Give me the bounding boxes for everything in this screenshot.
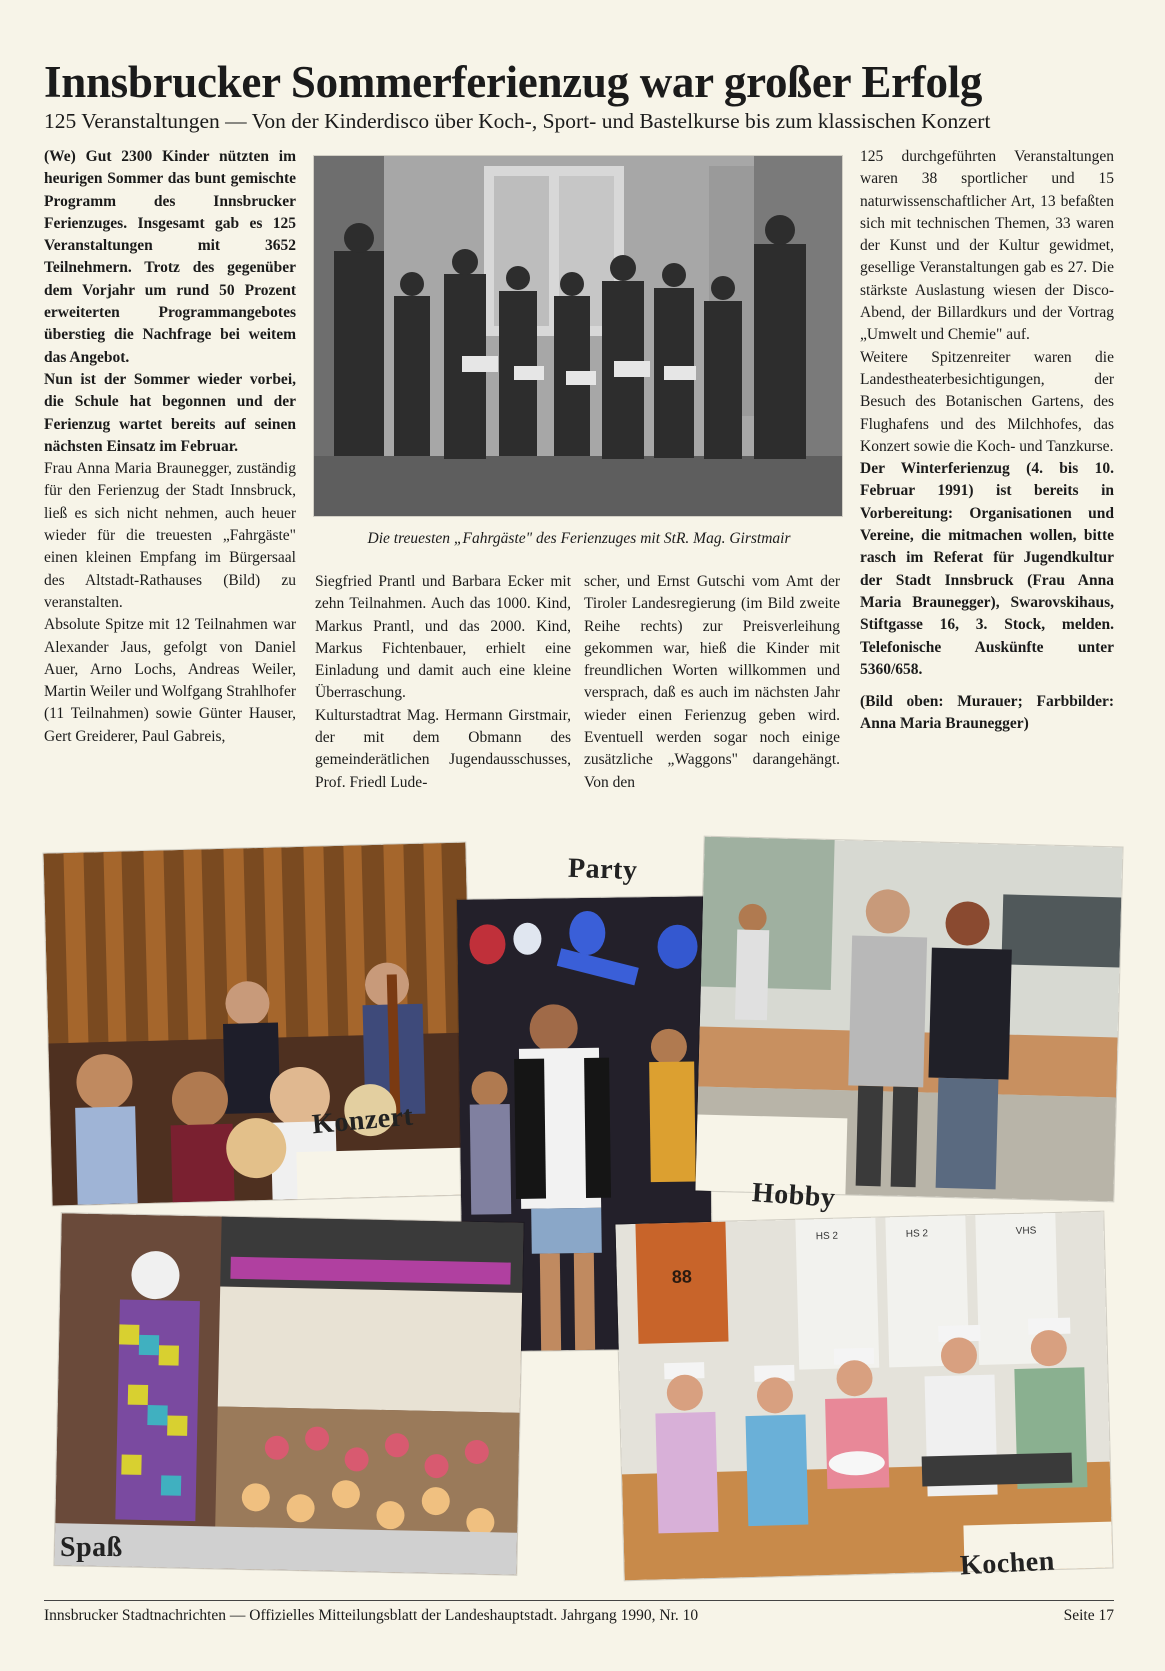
lead-paragraph-2: Nun ist der Sommer wieder vorbei, die Schule hat begonnen und der Ferienzug wartet bereits auf seinen nächsten Einsatz im Februar.: [44, 370, 296, 455]
photo-konzert: [43, 843, 474, 1206]
label-spass: Spaß: [60, 1532, 123, 1563]
paragraph-2: Absolute Spitze mit 12 Teilnahmen war Alexander Jaus, gefolgt von Daniel Auer, Arno Lochs, Andreas Weiler, Martin Weiler und Wolfgang Strahlhofer (11 Teilnahmen) sowie Günter Hauser, Gert Greiderer, Paul Gabreis,: [44, 616, 296, 745]
paragraph-3: Siegfried Prantl und Barbara Ecker mit zehn Teilnahmen. Auch das 1000. Kind, Markus Prantl, und das 2000. Kind, Markus Fichtenbauer, erhielt eine Einladung und damit auch eine kleine Überraschung.: [315, 573, 571, 702]
publication-info: Innsbrucker Stadtnachrichten — Offizielles Mitteilungsblatt der Landeshauptstadt. Jahrgang 1990, Nr. 10: [44, 1607, 699, 1624]
headline: Innsbrucker Sommerferienzug war großer Erfolg: [44, 57, 983, 107]
label-party: Party: [567, 852, 638, 887]
photo-spass: [54, 1213, 523, 1575]
sign-1: HS 2: [815, 1230, 839, 1243]
paragraph-6: 125 durchgeführten Veranstaltungen waren 38 sportlicher und 15 naturwissenschaftlicher Art, 13 befaßten sich mit technischen Themen, 33 waren der Kunst und der Kultur gewidmet, gesellige Veranstaltungen gab es 27. Die stärkste Auslastung wiesen der Disco-Abend, der Billardkurs und der Vortrag „Umwelt und Chemie" auf.: [860, 148, 1114, 344]
label-hobby: Hobby: [751, 1177, 837, 1214]
photo-credits: (Bild oben: Murauer; Farbbilder: Anna Maria Braunegger): [860, 693, 1114, 733]
group-photo: [314, 156, 842, 516]
page-footer: [44, 1600, 1114, 1625]
room-number: 88: [671, 1266, 693, 1287]
label-konzert: Konzert: [310, 1100, 415, 1141]
paragraph-7: Weitere Spitzenreiter waren die Landestheaterbesichtigungen, der Besuch des Botanischen Gartens, des Flughafens und des Milchhofes, das Konzert sowie die Koch- und Tanzkurse.: [860, 348, 1114, 455]
winter-announcement: Der Winterferienzug (4. bis 10. Februar 1991) ist bereits in Vorbereitung: Organisationen und Vereine, die mitmachen wollen, bitte rasch im Referat für Jugendkultur der Stadt Innsbruck (Frau Anna Maria Braunegger), Swarovskihaus, Stiftgasse 16, 3. Stock, melden. Telefonische Auskünfte unter 5360/658.: [860, 460, 1114, 678]
photo-kochen: [615, 1212, 1112, 1581]
photo-hobby: [695, 837, 1122, 1202]
page-number: Seite 17: [1063, 1607, 1114, 1624]
subheadline: 125 Veranstaltungen — Von der Kinderdisco über Koch-, Sport- und Bastelkurse bis zum klassischen Konzert: [44, 109, 991, 133]
paragraph-5: scher, und Ernst Gutschi vom Amt der Tiroler Landesregierung (im Bild zweite Reihe rechts) zur Preisverleihung gekommen war, hieß die Kinder mit freundlichen Worten willkommen und versprach, daß es auch im nächsten Jahr wieder einen Ferienzug geben wird. Eventuell werden sogar noch einige zusätzliche „Waggons" darangehängt. Von den: [584, 573, 840, 791]
lead-paragraph: (We) Gut 2300 Kinder nützten im heurigen Sommer das bunt gemischte Programm des Innsbrucker Ferienzuges. Insgesamt gab es 125 Veranstaltungen mit 3652 Teilnehmern. Trotz des gegenüber dem Vorjahr um rund 50 Prozent erweiterten Programmangebotes überstieg die Nachfrage bei weitem das Angebot.: [44, 148, 296, 366]
paragraph-4: Kulturstadtrat Mag. Hermann Girstmair, der mit dem Obmann des gemeinderätlichen Jugendausschusses, Prof. Friedl Lude-: [315, 706, 571, 791]
sign-3: VHS: [1015, 1225, 1037, 1237]
column-4: [860, 146, 1114, 736]
label-kochen: Kochen: [959, 1545, 1056, 1582]
column-3: [584, 571, 840, 794]
column-1: [44, 146, 296, 748]
column-2: [315, 571, 571, 794]
photo-caption: Die treuesten „Fahrgäste" des Ferienzuges mit StR. Mag. Girstmair: [367, 530, 791, 547]
sign-2: HS 2: [905, 1228, 929, 1240]
paragraph-1: Frau Anna Maria Braunegger, zuständig für den Ferienzug der Stadt Innsbruck, ließ es sich nicht nehmen, auch heuer wieder für die treuesten „Fahrgäste" einen kleinen Empfang im Bürgersaal des Altstadt-Rathauses (Bild) zu veranstalten.: [44, 460, 296, 611]
